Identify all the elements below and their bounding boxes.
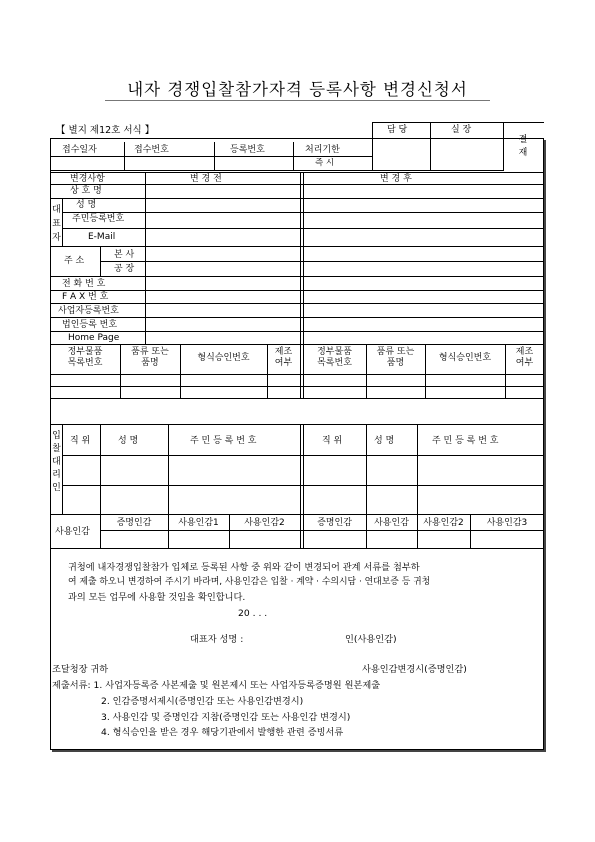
business-registration-label: 사업자등록번호 bbox=[58, 306, 119, 316]
goods-row-1-line bbox=[50, 386, 544, 387]
row-line-rep-name bbox=[62, 212, 544, 213]
addressee: 조달청장 귀하 bbox=[52, 664, 109, 675]
row-line-rep-id bbox=[62, 228, 544, 229]
seals-col-line-4 bbox=[300, 514, 301, 548]
goods-section-end bbox=[50, 424, 544, 425]
goods-catalog-header-after: 정부물품 목록번호 bbox=[317, 347, 352, 368]
seal-label-use-1: 사용인감1 bbox=[178, 518, 219, 528]
goods-row-2-line bbox=[50, 398, 544, 399]
agent-id-header-after: 주 민 등 록 번 호 bbox=[432, 436, 499, 446]
changes-before-after-divider bbox=[300, 172, 301, 398]
processing-deadline-label: 처리기한 bbox=[305, 145, 340, 155]
seal-label-use-after: 사용인감 bbox=[374, 518, 409, 528]
corporate-registration-label: 법인등록 번호 bbox=[62, 320, 118, 330]
address-group-label: 주 소 bbox=[64, 256, 85, 266]
seal-label-use-3-after: 사용인감3 bbox=[486, 518, 528, 528]
address-factory-label: 공 장 bbox=[114, 264, 135, 274]
seal-label-use-2: 사용인감2 bbox=[244, 518, 285, 528]
agents-col-line-2 bbox=[168, 424, 169, 514]
declaration-line-1: 귀청에 내자경쟁입찰참가 입체로 등록된 사항 중 위와 같이 변경되어 관계 서류를 첨부하 bbox=[68, 562, 420, 573]
receipt-line-mid bbox=[50, 156, 372, 157]
row-line-address-head bbox=[100, 261, 544, 262]
rep-name-label: 성 명 bbox=[76, 200, 97, 210]
row-line-company bbox=[50, 198, 544, 199]
goods-made-header-after: 제조 여부 bbox=[515, 347, 534, 368]
rep-email-label: E-Mail bbox=[88, 232, 116, 242]
registration-number-label: 등록번호 bbox=[230, 145, 265, 155]
address-group-divider bbox=[100, 246, 101, 276]
declaration-line-3: 과의 모든 업무에 사용할 것임을 확인합니다. bbox=[68, 592, 246, 603]
processing-deadline-value: 즉 시 bbox=[315, 158, 335, 168]
representative-sign-label: 대표자 성명 : bbox=[190, 634, 244, 645]
receipt-number-label: 접수번호 bbox=[134, 145, 169, 155]
representative-group-label: 대 표 자 bbox=[52, 205, 61, 243]
approval-staff-label: 담 당 bbox=[387, 125, 408, 135]
goods-header-line bbox=[50, 374, 544, 375]
goods-approval-header-after: 형식승인번호 bbox=[438, 353, 492, 363]
agents-before-after-divider-2 bbox=[303, 424, 304, 514]
representative-seal-label: 인(사용인감) bbox=[345, 634, 397, 645]
changes-header-line bbox=[50, 184, 544, 185]
agent-position-header-after: 직 위 bbox=[322, 436, 343, 446]
fax-label: F A X 번 호 bbox=[62, 292, 109, 302]
bidding-agent-group-label: 입 찰 대 리 인 bbox=[52, 431, 61, 493]
agents-col-line-3 bbox=[366, 424, 367, 514]
after-change-header: 변 경 후 bbox=[380, 174, 412, 184]
goods-catalog-header-before: 정부물품 목록번호 bbox=[67, 347, 103, 368]
goods-approval-header-before: 형식승인번호 bbox=[197, 353, 250, 363]
seal-label-use-2-after: 사용인감2 bbox=[423, 518, 464, 528]
agents-col-line-1 bbox=[100, 424, 101, 514]
row-line-fax bbox=[50, 303, 544, 304]
rep-id-label: 주민등록번호 bbox=[72, 214, 125, 224]
row-line-homepage bbox=[50, 344, 544, 345]
row-line-corp bbox=[50, 331, 544, 332]
seal-label-certified-after: 증명인감 bbox=[317, 518, 352, 528]
document-title: 내자 경쟁입찰참가자격 등록사항 변경신청서 bbox=[127, 80, 468, 99]
seal-change-note: 사용인감변경시(증명인감) bbox=[362, 664, 467, 675]
row-line-biz bbox=[50, 317, 544, 318]
seal-row-label: 사용인감 bbox=[55, 527, 90, 537]
agent-position-header-before: 직 위 bbox=[70, 436, 91, 446]
required-docs-2: 2. 인감증명서제시(증명인감 또는 사용인감변경시) bbox=[101, 696, 304, 707]
row-line-phone bbox=[50, 290, 544, 291]
goods-made-header-before: 제조 여부 bbox=[274, 347, 293, 368]
approval-director-label: 실 장 bbox=[451, 125, 472, 135]
approval-sign-label: 결 재 bbox=[518, 135, 528, 158]
goods-type-header-after: 품류 또는 품명 bbox=[376, 347, 415, 368]
approval-top-line bbox=[372, 122, 544, 123]
receipt-div-3 bbox=[293, 142, 294, 170]
agent-name-header-before: 성 명 bbox=[118, 436, 139, 446]
row-line-email bbox=[50, 246, 544, 247]
company-name-label: 상 호 명 bbox=[70, 186, 102, 196]
rep-group-divider bbox=[62, 198, 63, 246]
declaration-line-2: 여 제출 하오니 변경하여 주시기 바라며, 사용인감은 입찰 · 계약 · 수의시담 · 연대보증 등 귀청 bbox=[68, 577, 431, 587]
seals-header-line bbox=[100, 530, 544, 531]
homepage-label: Home Page bbox=[68, 333, 120, 343]
phone-label: 전 화 번 호 bbox=[62, 279, 106, 289]
address-head-office-label: 본 사 bbox=[114, 250, 135, 260]
receipt-section-end bbox=[50, 172, 544, 173]
seals-section-end bbox=[50, 548, 544, 549]
receipt-date-label: 접수일자 bbox=[62, 145, 97, 155]
form-number-tag: 【 별지 제12호 서식 】 bbox=[56, 125, 155, 136]
required-docs-3: 3. 사용인감 및 증명인감 지참(증명인감 또는 사용인감 변경시) bbox=[101, 712, 351, 723]
agents-group-divider bbox=[62, 424, 63, 514]
receipt-div-2 bbox=[214, 142, 215, 170]
title-underline bbox=[105, 100, 490, 101]
agent-id-header-before: 주 민 등 록 번 호 bbox=[190, 436, 257, 446]
declaration-date: 20 . . . bbox=[238, 608, 268, 619]
changes-item-header: 변경사항 bbox=[70, 174, 105, 184]
agent-name-header-after: 성 명 bbox=[374, 436, 395, 446]
receipt-div-1 bbox=[124, 142, 125, 170]
seal-label-certified-before: 증명인감 bbox=[116, 518, 152, 528]
required-docs-4: 4. 형식승인을 받은 경우 해당기관에서 발행한 관련 증빙서류 bbox=[101, 727, 344, 738]
agents-before-after-divider bbox=[300, 424, 301, 514]
receipt-line-bottom bbox=[50, 170, 504, 171]
before-change-header: 변 경 전 bbox=[190, 174, 222, 184]
row-line-address-factory bbox=[50, 276, 544, 277]
required-docs-1: 제출서류: 1. 사업자등록증 사본제출 및 원본제시 또는 사업자등록증명원 원본제출 bbox=[52, 680, 381, 691]
agents-col-line-4 bbox=[417, 424, 418, 514]
goods-type-header-before: 품류 또는 품명 bbox=[131, 347, 169, 368]
